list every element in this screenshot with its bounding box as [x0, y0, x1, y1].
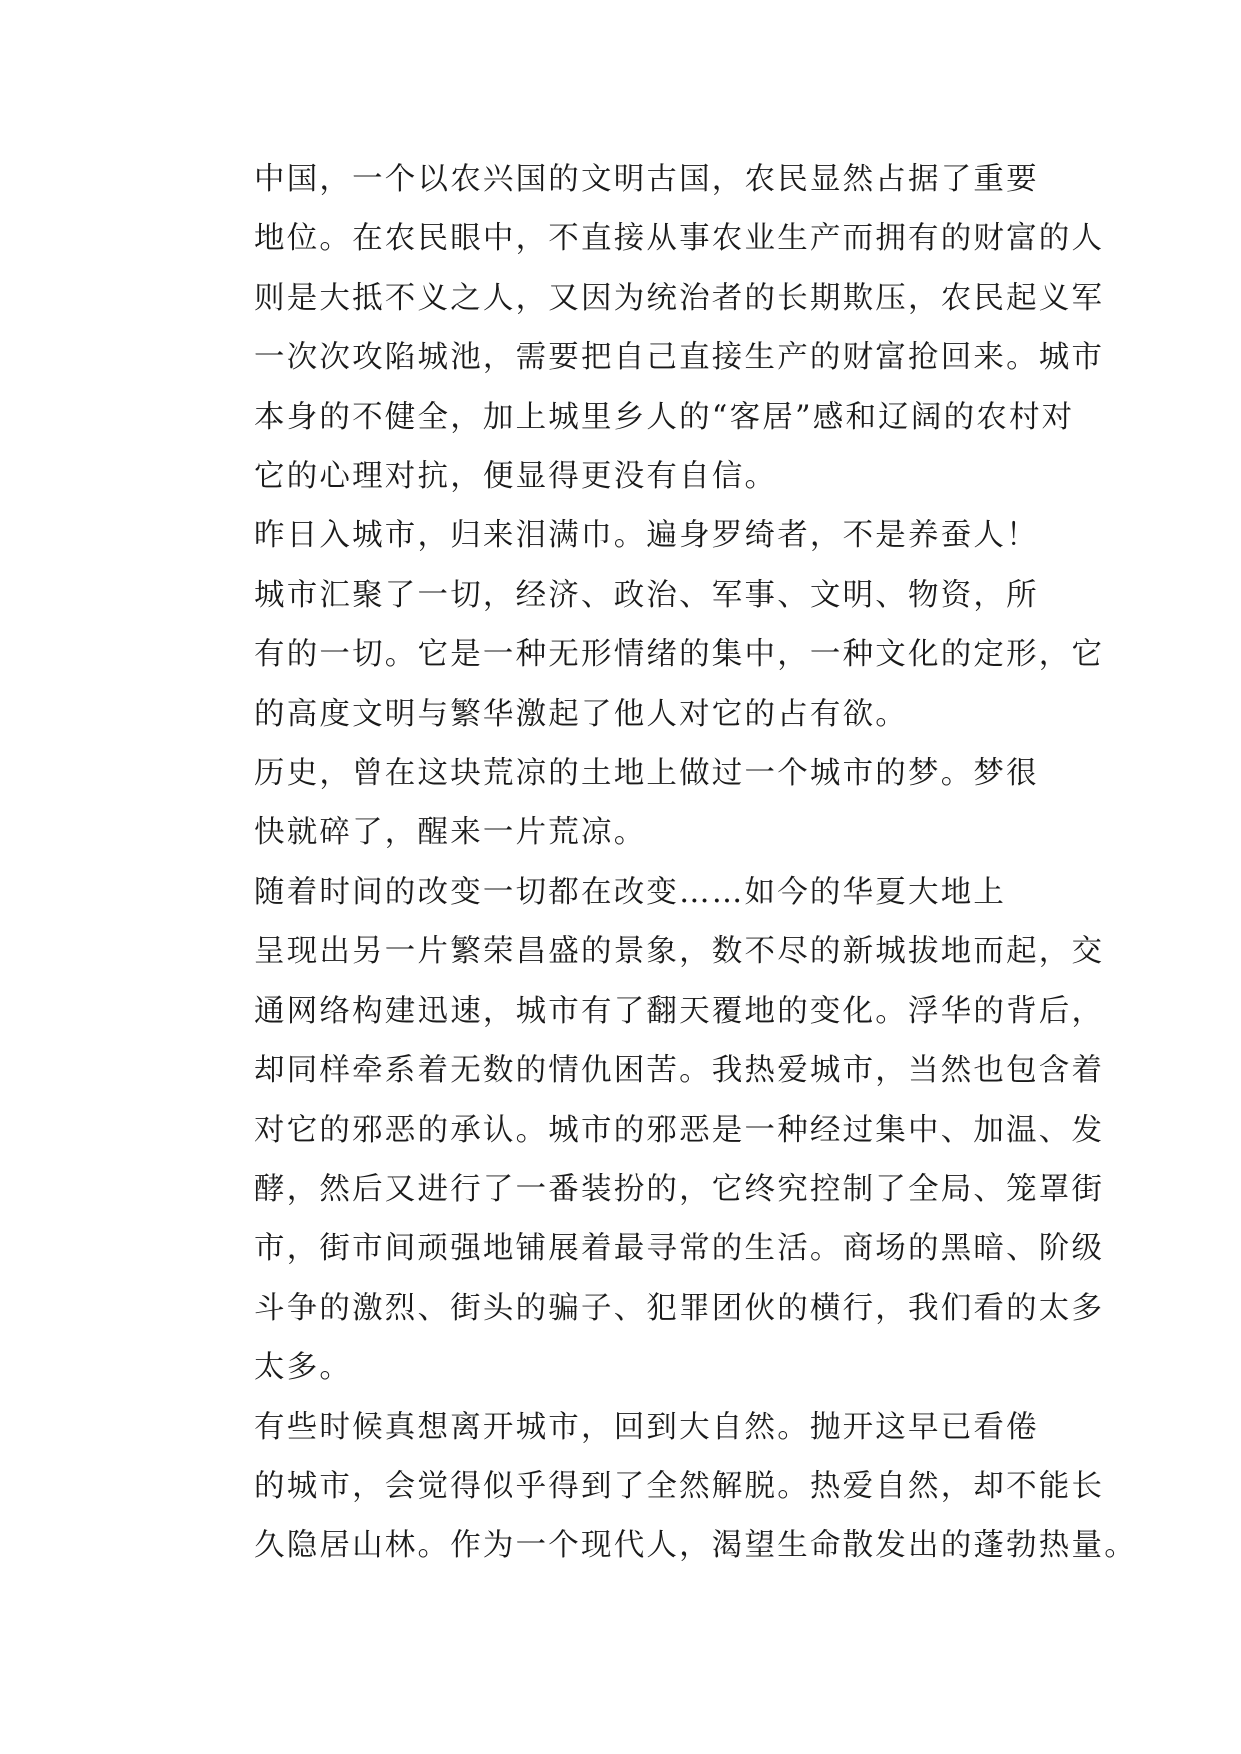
text-line: 有的一切。它是一种无形情绪的集中，一种文化的定形，它: [254, 637, 1105, 673]
text-line: 的高度文明与繁华激起了他人对它的占有欲。: [254, 696, 908, 732]
text-line: 城市汇聚了一切，经济、政治、军事、文明、物资，所: [254, 577, 1039, 613]
text-line: 昨日入城市，归来泪满巾。遍身罗绮者，不是养蚕人！: [254, 518, 1039, 554]
text-line: 地位。在农民眼中，不直接从事农业生产而拥有的财富的人: [254, 221, 1105, 257]
paragraph-6: [190, 1398, 1137, 1576]
text-line: 却同样牵系着无数的情仇困苦。我热爱城市，当然也包含着: [254, 1053, 1105, 1089]
text-line: 通网络构建迅速，城市有了翻天覆地的变化。浮华的背后，: [254, 993, 1105, 1029]
text-line: 历史，曾在这块荒凉的土地上做过一个城市的梦。梦很: [254, 756, 1039, 792]
text-line: 酵，然后又进行了一番装扮的，它终究控制了全局、笼罩街: [254, 1171, 1105, 1207]
text-line: 中国，一个以农兴国的文明古国，农民显然占据了重要: [254, 162, 1039, 197]
text-line: 它的心理对抗，便显得更没有自信。: [254, 459, 778, 495]
text-line: 则是大抵不义之人，又因为统治者的长期欺压，农民起义军: [254, 280, 1105, 316]
paragraph-3: [190, 566, 1105, 744]
document-body: [190, 150, 1137, 1576]
paragraph-2: [190, 506, 1060, 565]
text-line: 市，街市间顽强地铺展着最寻常的生活。商场的黑暗、阶级: [254, 1231, 1105, 1267]
text-line: 斗争的激烈、街头的骗子、犯罪团伙的横行，我们看的太多: [254, 1290, 1105, 1326]
paragraph-5: [190, 863, 1105, 1398]
text-line: 本身的不健全，加上城里乡人的“客居”感和辽阔的农村对: [254, 399, 1075, 435]
text-line: 随着时间的改变一切都在改变……如今的华夏大地上: [254, 874, 1007, 910]
text-line: 对它的邪恶的承认。城市的邪恶是一种经过集中、加温、发: [254, 1112, 1105, 1148]
text-line: 一次次攻陷城池，需要把自己直接生产的财富抢回来。城市: [254, 340, 1105, 376]
text-line: 呈现出另一片繁荣昌盛的景象，数不尽的新城拔地而起，交: [254, 934, 1105, 970]
text-line: 快就碎了，醒来一片荒凉。: [254, 815, 647, 851]
text-line: 有些时候真想离开城市，回到大自然。抛开这早已看倦: [254, 1409, 1039, 1445]
text-line: 太多。: [254, 1350, 353, 1386]
paragraph-1: [190, 150, 1105, 506]
paragraph-4: [190, 744, 1060, 863]
text-line: 久隐居山林。作为一个现代人，渴望生命散发出的蓬勃热量。: [254, 1528, 1137, 1564]
text-line: 的城市，会觉得似乎得到了全然解脱。热爱自然，却不能长: [254, 1468, 1105, 1504]
